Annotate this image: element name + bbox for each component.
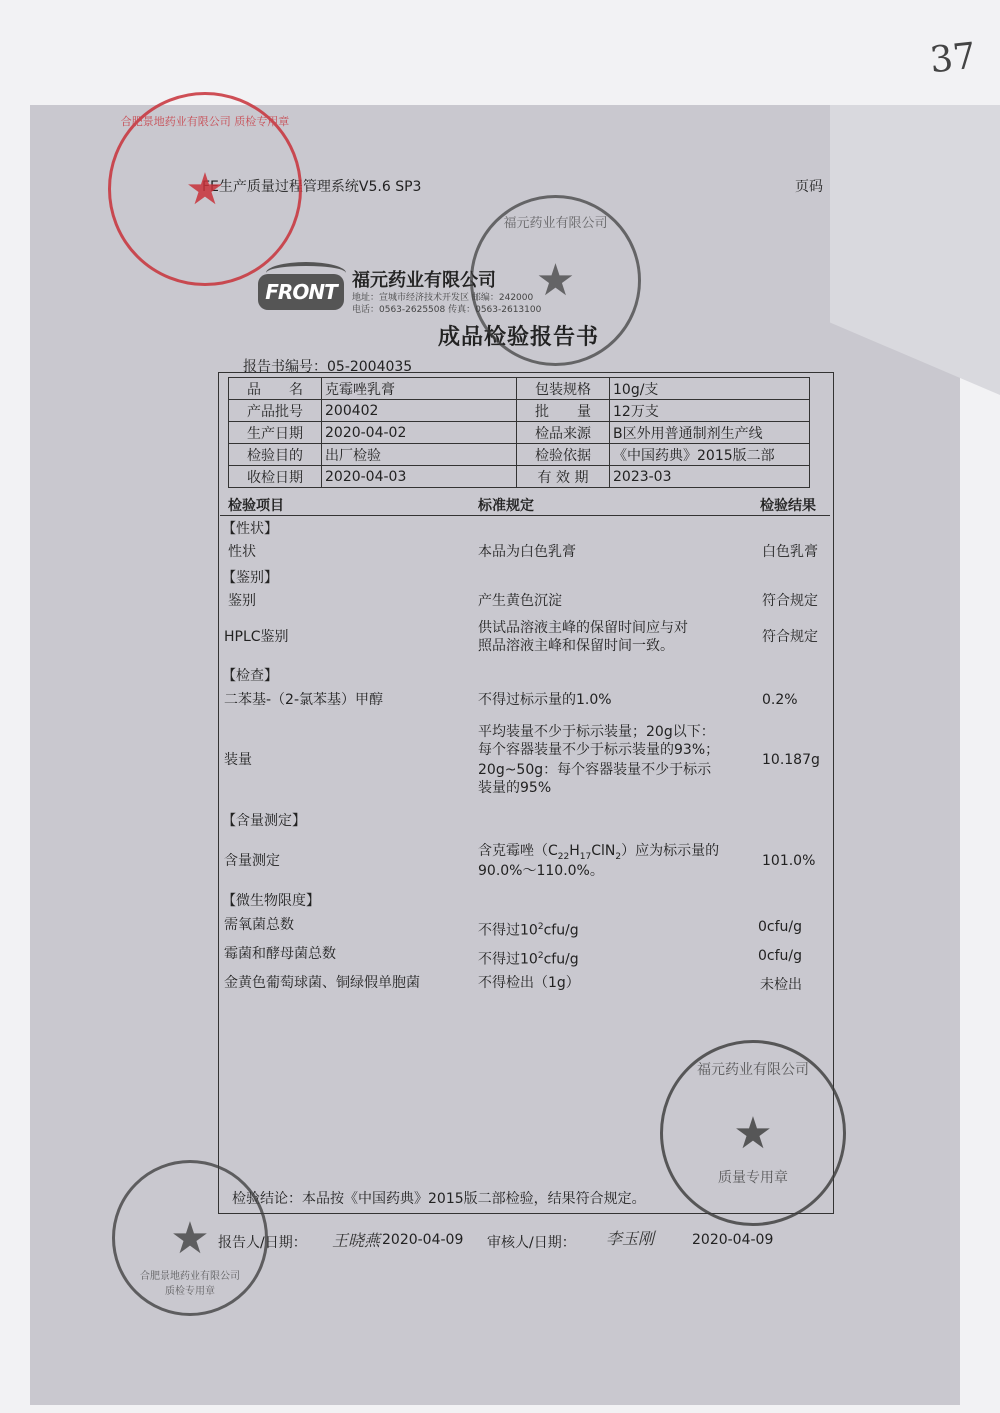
section-appearance: 【性状】 <box>222 521 278 537</box>
row-fill-std2: 每个容器装量不少于标示装量的93%； <box>478 742 720 758</box>
stamp-top-center-text: 福元药业有限公司 <box>503 216 608 231</box>
row-aerobic-std <box>478 918 579 940</box>
row-aerobic-result: 0cfu/g <box>758 919 803 935</box>
stamp-star-icon: ★ <box>170 1212 210 1264</box>
stamp-bottom-right-outer: 福元药业有限公司 <box>697 1062 809 1078</box>
col-header-standard: 标准规定 <box>478 498 534 514</box>
stamp-star-icon: ★ <box>185 163 225 215</box>
info-cell-v1: 2020-04-03 <box>322 466 517 488</box>
reporter-signature: 王晓燕 <box>332 1231 381 1250</box>
assay-sub-c: 22 <box>557 851 570 862</box>
row-mold-result: 0cfu/g <box>758 948 803 964</box>
info-cell-v1: 200402 <box>322 400 517 422</box>
row-assay-item: 含量测定 <box>224 853 280 869</box>
info-cell-v2: 10g/支 <box>610 378 810 400</box>
row-hplc-item: HPLC鉴别 <box>224 629 289 645</box>
row-hplc-std1: 供试品溶液主峰的保留时间应与对 <box>478 620 688 636</box>
row-pathogen-item: 金黄色葡萄球菌、铜绿假单胞菌 <box>224 975 420 991</box>
info-cell-v1: 克霉唑乳膏 <box>322 378 517 400</box>
row-impurity-std: 不得过标示量的1.0% <box>478 692 612 708</box>
section-identification: 【鉴别】 <box>222 570 278 586</box>
section-microbial: 【微生物限度】 <box>222 893 320 909</box>
row-fill-std1: 平均装量不少于标示装量；20g以下： <box>478 724 715 740</box>
stamp-star-icon: ★ <box>733 1107 773 1159</box>
row-aerobic-item: 需氧菌总数 <box>224 917 294 933</box>
reporter-label: 报告人/日期： <box>218 1235 307 1251</box>
row-assay-result: 101.0% <box>762 853 816 869</box>
row-fill-item: 装量 <box>224 752 252 768</box>
row-mold-item: 霉菌和酵母菌总数 <box>224 946 336 962</box>
row-ident-item: 鉴别 <box>228 593 256 609</box>
info-row <box>229 466 810 488</box>
row-fill-result: 10.187g <box>762 752 820 768</box>
product-info-table <box>228 377 810 488</box>
mold-std-post: cfu/g <box>543 951 579 968</box>
info-cell-l1: 品 名 <box>229 378 322 400</box>
reviewer-date: 2020-04-09 <box>692 1232 774 1248</box>
row-appearance-std: 本品为白色乳膏 <box>478 544 576 560</box>
row-appearance-result: 白色乳膏 <box>762 544 818 560</box>
company-name: 福元药业有限公司 <box>352 270 496 291</box>
row-ident-result: 符合规定 <box>762 593 818 609</box>
info-row <box>229 444 810 466</box>
row-hplc-result: 符合规定 <box>762 629 818 645</box>
info-cell-v1: 出厂检验 <box>322 444 517 466</box>
page-label: 页码 <box>795 179 823 195</box>
reporter-date: 2020-04-09 <box>382 1232 464 1248</box>
col-header-item: 检验项目 <box>228 498 284 514</box>
info-cell-v2: 2023-03 <box>610 466 810 488</box>
info-cell-v2: B区外用普通制剂生产线 <box>610 422 810 444</box>
info-cell-l1: 检验目的 <box>229 444 322 466</box>
reviewer-label: 审核人/日期： <box>487 1235 576 1251</box>
header-divider <box>220 515 830 516</box>
row-ident-std: 产生黄色沉淀 <box>478 593 562 609</box>
row-pathogen-std: 不得检出（1g） <box>478 975 580 991</box>
report-number: 报告书编号：05-2004035 <box>243 359 413 375</box>
stamp-top-left-text: 合肥景地药业有限公司 质检专用章 <box>120 115 290 128</box>
info-cell-v2: 12万支 <box>610 400 810 422</box>
info-cell-l1: 生产日期 <box>229 422 322 444</box>
stamp-star-icon: ★ <box>535 255 576 306</box>
assay-formula-pre: 含克霉唑（C <box>478 843 558 859</box>
row-mold-std <box>478 947 579 969</box>
info-cell-l2: 检品来源 <box>517 422 610 444</box>
company-logo: FRONT <box>258 274 344 310</box>
info-cell-l2: 包装规格 <box>517 378 610 400</box>
info-cell-l1: 收检日期 <box>229 466 322 488</box>
reviewer-signature: 李玉刚 <box>606 1229 655 1248</box>
row-appearance-item: 性状 <box>228 544 256 560</box>
system-header: FE生产质量过程管理系统V5.6 SP3 <box>202 179 422 195</box>
stamp-top-left <box>108 92 302 286</box>
info-cell-l1: 产品批号 <box>229 400 322 422</box>
stamp-bottom-right-inner: 质量专用章 <box>718 1170 788 1186</box>
info-row <box>229 422 810 444</box>
assay-sub-h: 17 <box>579 851 592 862</box>
report-title: 成品检验报告书 <box>438 325 600 350</box>
section-assay: 【含量测定】 <box>222 813 306 829</box>
info-cell-v1: 2020-04-02 <box>322 422 517 444</box>
info-cell-v2: 《中国药典》2015版二部 <box>610 444 810 466</box>
row-impurity-result: 0.2% <box>762 692 798 708</box>
conclusion: 检验结论：本品按《中国药典》2015版二部检验，结果符合规定。 <box>232 1191 646 1207</box>
col-header-result: 检验结果 <box>760 498 816 514</box>
mold-std-sup: 2 <box>537 951 544 961</box>
stamp-bottom-right <box>660 1040 846 1226</box>
assay-formula-cln: ClN <box>591 843 616 859</box>
row-fill-std4: 装量的95% <box>478 780 552 796</box>
info-cell-l2: 有 效 期 <box>517 466 610 488</box>
row-impurity-item: 二苯基-（2-氯苯基）甲醇 <box>224 692 384 708</box>
info-cell-l2: 批 量 <box>517 400 610 422</box>
info-row <box>229 400 810 422</box>
assay-sub-n: 2 <box>615 851 622 862</box>
aerobic-std-post: cfu/g <box>543 922 579 939</box>
stamp-bottom-left <box>112 1160 268 1316</box>
company-address: 地址：宣城市经济技术开发区 邮编：242000 <box>352 293 534 303</box>
row-hplc-std2: 照品溶液主峰和保留时间一致。 <box>478 638 674 654</box>
aerobic-std-sup: 2 <box>537 922 544 932</box>
row-fill-std3: 20g~50g：每个容器装量不少于标示 <box>478 762 712 778</box>
page-number-handwritten: 37 <box>927 35 978 82</box>
info-cell-l2: 检验依据 <box>517 444 610 466</box>
section-inspection: 【检查】 <box>222 668 278 684</box>
mold-std-pre: 不得过10 <box>478 951 538 968</box>
aerobic-std-pre: 不得过10 <box>478 922 538 939</box>
stamp-bottom-left-text: 合肥景地药业有限公司 质检专用章 <box>140 1271 240 1297</box>
stamp-top-center <box>470 195 641 366</box>
row-pathogen-result: 未检出 <box>760 977 802 993</box>
assay-formula-post: ）应为标示量的 <box>621 843 720 859</box>
info-row <box>229 378 810 400</box>
row-assay-std2: 90.0%～110.0%。 <box>478 863 604 879</box>
company-phone: 电话：0563-2625508 传真：0563-2613100 <box>352 305 542 315</box>
assay-formula-h: H <box>569 843 580 859</box>
